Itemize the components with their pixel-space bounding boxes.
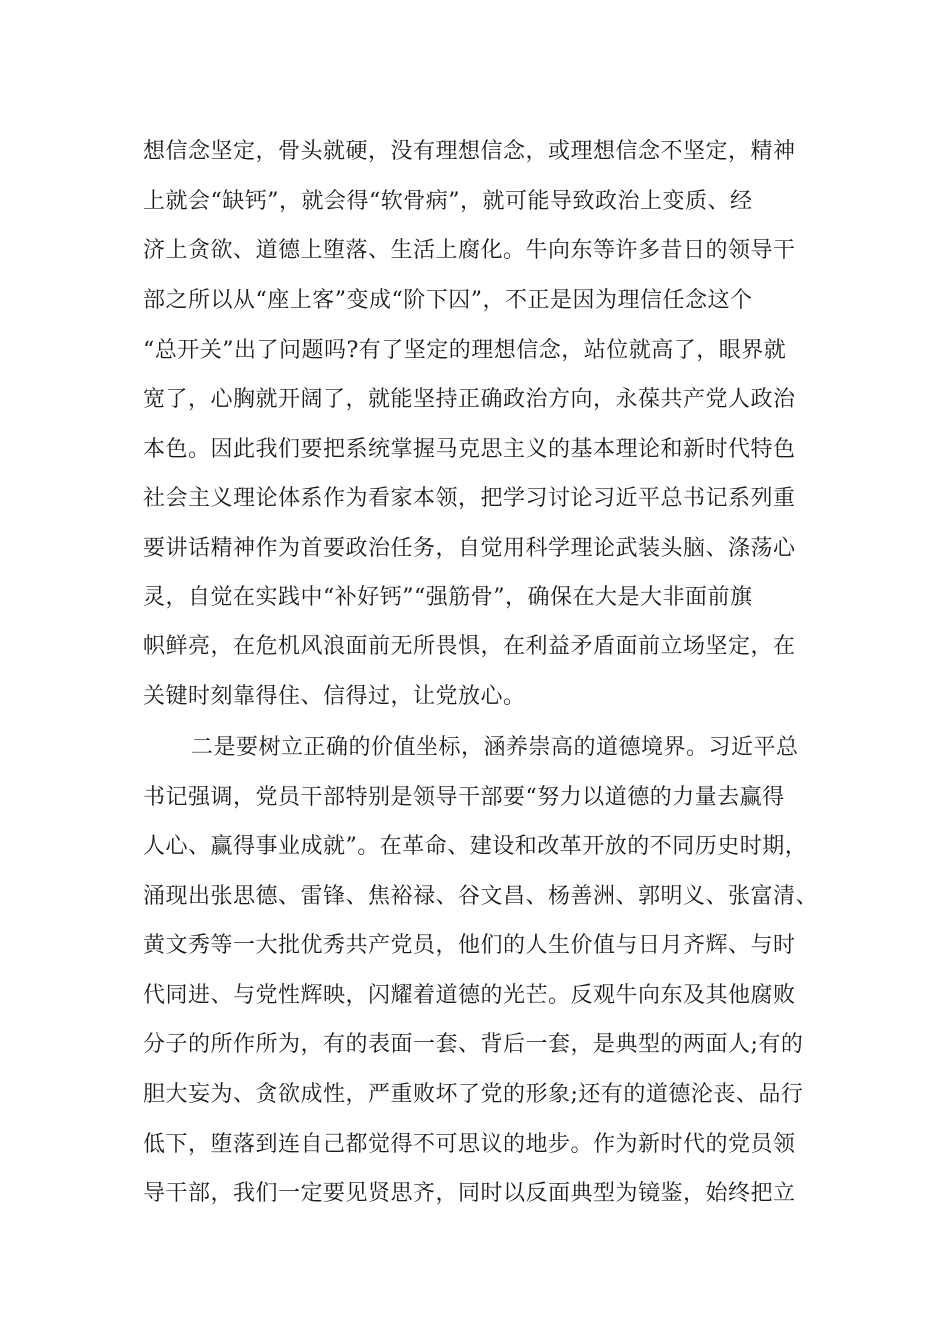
text-line: 本色。因此我们要把系统掌握马克思主义的基本理论和新时代特色 <box>143 437 796 462</box>
text-line: 低下，堕落到连自己都觉得不可思议的地步。作为新时代的党员领 <box>143 1132 796 1157</box>
paragraph-first-line: 二是要树立正确的价值坐标，涵养崇高的道德境界。习近平总 <box>191 735 799 760</box>
text-line: 关键时刻靠得住、信得过，让党放心。 <box>143 684 526 709</box>
text-line: 帜鲜亮，在危机风浪面前无所畏惧，在利益矛盾面前立场坚定，在 <box>143 634 796 659</box>
text-line: 代同进、与党性辉映，闪耀着道德的光芒。反观牛向东及其他腐败 <box>143 983 796 1008</box>
text-line: 人心、赢得事业成就”。在革命、建设和改革开放的不同历史时期， <box>143 834 808 859</box>
text-line: 部之所以从“座上客”变成“阶下囚”，不正是因为理信任念这个 <box>143 288 753 313</box>
text-line: 胆大妄为、贪欲成性，严重败坏了党的形象;还有的道德沦丧、品行 <box>143 1082 804 1107</box>
text-line: 导干部，我们一定要见贤思齐，同时以反面典型为镜鉴，始终把立 <box>143 1181 796 1206</box>
text-line: “总开关”出了问题吗?有了坚定的理想信念，站位就高了，眼界就 <box>143 338 787 363</box>
text-line: 分子的所作所为，有的表面一套、背后一套，是典型的两面人;有的 <box>143 1032 804 1057</box>
text-line: 要讲话精神作为首要政治任务，自觉用科学理论武装头脑、涤荡心 <box>143 536 796 561</box>
text-line: 灵，自觉在实践中“补好钙”“强筋骨”，确保在大是大非面前旗 <box>143 585 753 610</box>
text-line: 想信念坚定，骨头就硬，没有理想信念，或理想信念不坚定，精神 <box>143 139 796 164</box>
text-line: 书记强调，党员干部特别是领导干部要“努力以道德的力量去赢得 <box>143 785 785 810</box>
text-line: 上就会“缺钙”，就会得“软骨病”，就可能导致政治上变质、经 <box>143 189 753 214</box>
text-line: 济上贪欲、道德上堕落、生活上腐化。牛向东等许多昔日的领导干 <box>143 238 796 263</box>
text-line: 黄文秀等一大批优秀共产党员，他们的人生价值与日月齐辉、与时 <box>143 933 796 958</box>
text-line: 社会主义理论体系作为看家本领，把学习讨论习近平总书记系列重 <box>143 486 796 511</box>
text-line: 涌现出张思德、雷锋、焦裕禄、谷文昌、杨善洲、郭明义、张富清、 <box>143 884 819 909</box>
text-line: 宽了，心胸就开阔了，就能坚持正确政治方向，永葆共产党人政治 <box>143 387 796 412</box>
